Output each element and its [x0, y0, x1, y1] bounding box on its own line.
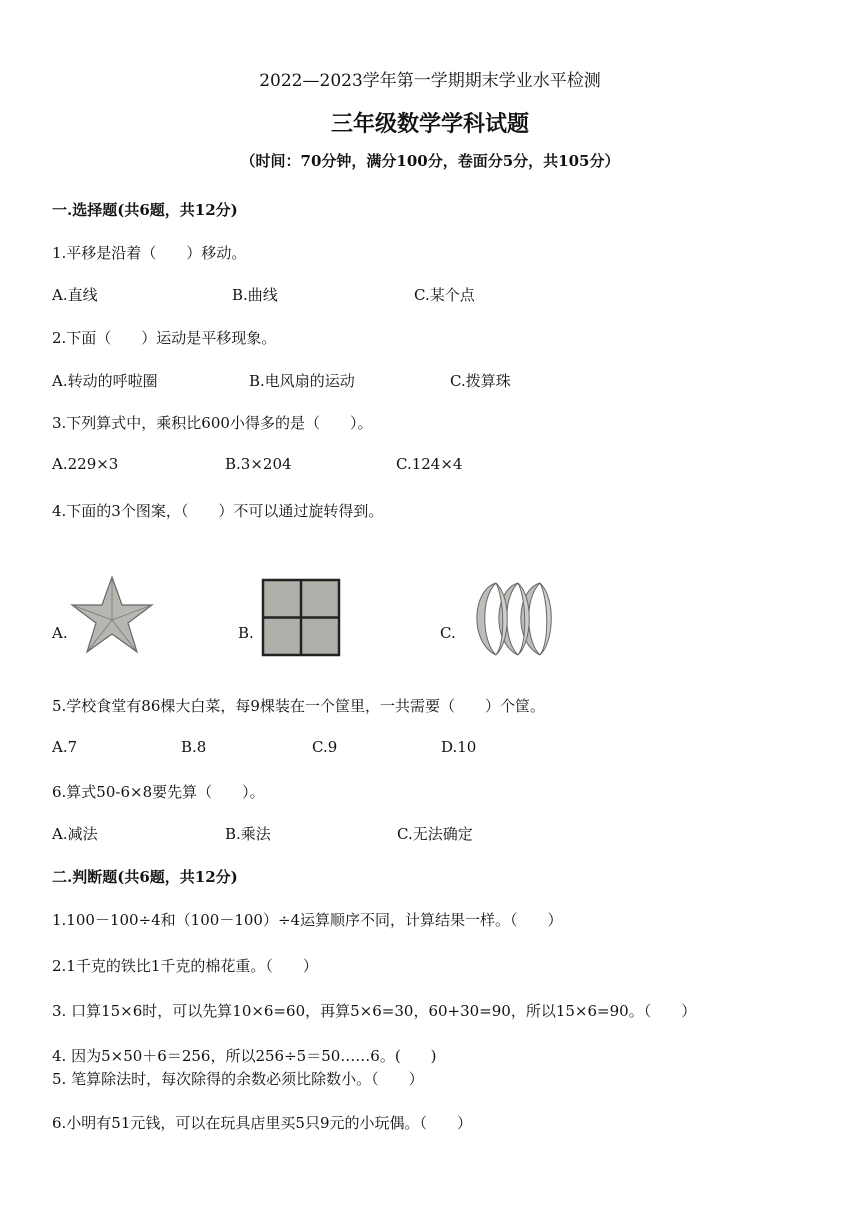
- option-5c: C.9: [312, 738, 338, 756]
- option-4a: A.: [52, 624, 68, 642]
- option-2c: C.拨算珠: [450, 372, 511, 390]
- option-1c: C.某个点: [414, 286, 475, 304]
- option-1b: B.曲线: [232, 286, 278, 304]
- option-4b: B.: [238, 624, 254, 642]
- section-heading: 一.选择题(共6题，共12分): [52, 201, 238, 219]
- question-3: 3.下列算式中，乘积比600小得多的是（ ）。: [52, 414, 373, 432]
- option-4c: C.: [440, 624, 456, 642]
- option-6c: C.无法确定: [397, 825, 473, 843]
- option-5b: B.8: [181, 738, 207, 756]
- exam-info: （时间：70分钟，满分100分，卷面分5分，共105分）: [240, 152, 620, 170]
- option-5a: A.7: [52, 738, 78, 756]
- option-6a: A.减法: [52, 825, 98, 843]
- term-title: 2022—2023学年第一学期期末学业水平检测: [259, 71, 601, 91]
- option-1a: A.直线: [52, 286, 98, 304]
- option-5d: D.10: [441, 738, 477, 756]
- star-icon: [70, 574, 154, 656]
- option-6b: B.乘法: [225, 825, 271, 843]
- option-2b: B.电风扇的运动: [249, 372, 355, 390]
- judge-item-6: 6.小明有51元钱，可以在玩具店里买5只9元的小玩偶。（ ）: [52, 1114, 472, 1132]
- judge-item-4: 4. 因为5×50＋6＝256，所以256÷5＝50……6。( ): [52, 1047, 437, 1065]
- question-5: 5.学校食堂有86棵大白菜，每9棵装在一个筐里，一共需要（ ）个筐。: [52, 697, 545, 715]
- square-grid-icon: [261, 578, 341, 657]
- question-2: 2.下面（ ）运动是平移现象。: [52, 329, 277, 347]
- page-title: 三年级数学学科试题: [330, 111, 529, 137]
- question-6: 6.算式50-6×8要先算（ ）。: [52, 783, 265, 801]
- option-2a: A.转动的呼啦圈: [52, 372, 158, 390]
- judge-item-5: 5. 笔算除法时，每次除得的余数必须比除数小。（ ）: [52, 1070, 424, 1088]
- option-3c: C.124×4: [396, 455, 463, 473]
- question-1: 1.平移是沿着（ ）移动。: [52, 244, 247, 262]
- section-heading: 二.判断题(共6题，共12分): [52, 868, 238, 886]
- judge-item-2: 2.1千克的铁比1千克的棉花重。（ ）: [52, 957, 318, 975]
- option-3b: B.3×204: [225, 455, 292, 473]
- question-4: 4.下面的3个图案，（ ）不可以通过旋转得到。: [52, 502, 384, 520]
- option-3a: A.229×3: [52, 455, 119, 473]
- judge-item-3: 3. 口算15×6时，可以先算10×6=60，再算5×6=30，60+30=90，所以15×6=90。（ ）: [52, 1002, 697, 1020]
- crescents-icon: [466, 580, 552, 658]
- judge-item-1: 1.100－100÷4和（100－100）÷4运算顺序不同，计算结果一样。（ ）: [52, 911, 563, 929]
